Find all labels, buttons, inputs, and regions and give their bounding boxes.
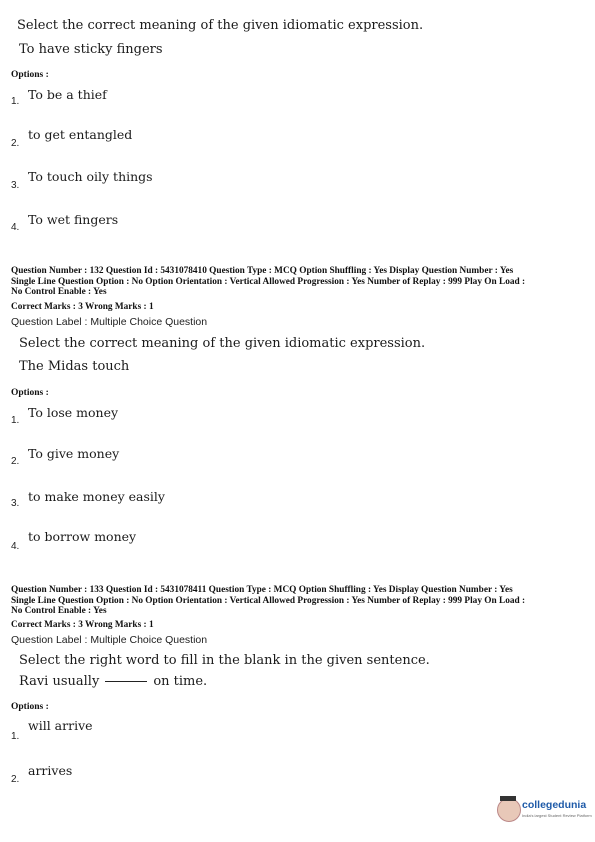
option-text: to make money easily (28, 489, 165, 504)
options-label: Options : (11, 702, 49, 712)
fill-blank-line (105, 681, 147, 682)
question-text: Select the correct meaning of the given idiomatic expression. (17, 18, 424, 33)
option-number: 2. (11, 456, 20, 467)
option-number: 3. (11, 180, 20, 191)
prompt-after-blank: on time. (153, 674, 208, 689)
meta-line: Question Number : 132 Question Id : 5431078410 Question Type : MCQ Option Shuffling : Yes Display Question Number : Yes (11, 266, 514, 276)
meta-line: Single Line Question Option : No Option Orientation : Vertical Allowed Progression : Yes Number of Replay : 999 Play On Load : (11, 276, 526, 287)
logo-tagline: India's largest Student Review Platform (522, 813, 592, 818)
option-text: To give money (28, 446, 120, 461)
meta-line: Single Line Question Option : No Option Orientation : Vertical Allowed Progression : Yes Number of Replay : 999 Play On Load : (11, 595, 526, 606)
option-number: 1. (11, 731, 20, 742)
option-text: To wet fingers (28, 212, 119, 227)
meta-line: Question Number : 133 Question Id : 5431078411 Question Type : MCQ Option Shuffling : Yes Display Question Number : Yes (11, 585, 513, 595)
question-prompt: The Midas touch (19, 359, 130, 374)
options-label: Options : (11, 388, 49, 398)
prompt-before-blank: Ravi usually (19, 674, 100, 689)
option-text: will arrive (28, 718, 93, 733)
meta-line: No Control Enable : Yes (11, 606, 107, 616)
marks-info: Correct Marks : 3 Wrong Marks : 1 (11, 302, 154, 312)
marks-info: Correct Marks : 3 Wrong Marks : 1 (11, 620, 154, 630)
option-number: 4. (11, 222, 20, 233)
option-text: To be a thief (28, 87, 107, 102)
question-meta (11, 585, 586, 617)
graduation-cap-icon (500, 796, 516, 801)
option-text: to borrow money (28, 529, 137, 544)
options-label: Options : (11, 70, 49, 80)
option-number: 4. (11, 541, 20, 552)
option-number: 1. (11, 96, 20, 107)
question-prompt (19, 674, 207, 689)
collegedunia-logo (497, 796, 592, 830)
option-text: To lose money (28, 405, 119, 420)
question-label: Question Label : Multiple Choice Question (11, 634, 208, 646)
option-text: arrives (28, 763, 73, 778)
question-text: Select the right word to fill in the blank in the given sentence. (19, 653, 430, 668)
logo-wordmark: collegedunia (522, 799, 587, 811)
question-label: Question Label : Multiple Choice Question (11, 316, 208, 328)
option-number: 3. (11, 498, 20, 509)
option-text: To touch oily things (28, 169, 153, 184)
question-prompt: To have sticky fingers (19, 42, 163, 57)
graduate-avatar-icon (497, 798, 521, 822)
option-number: 2. (11, 774, 20, 785)
question-meta (11, 266, 586, 298)
option-number: 2. (11, 138, 20, 149)
question-text: Select the correct meaning of the given idiomatic expression. (19, 336, 426, 351)
meta-line: No Control Enable : Yes (11, 287, 107, 297)
option-text: to get entangled (28, 127, 133, 142)
option-number: 1. (11, 415, 20, 426)
